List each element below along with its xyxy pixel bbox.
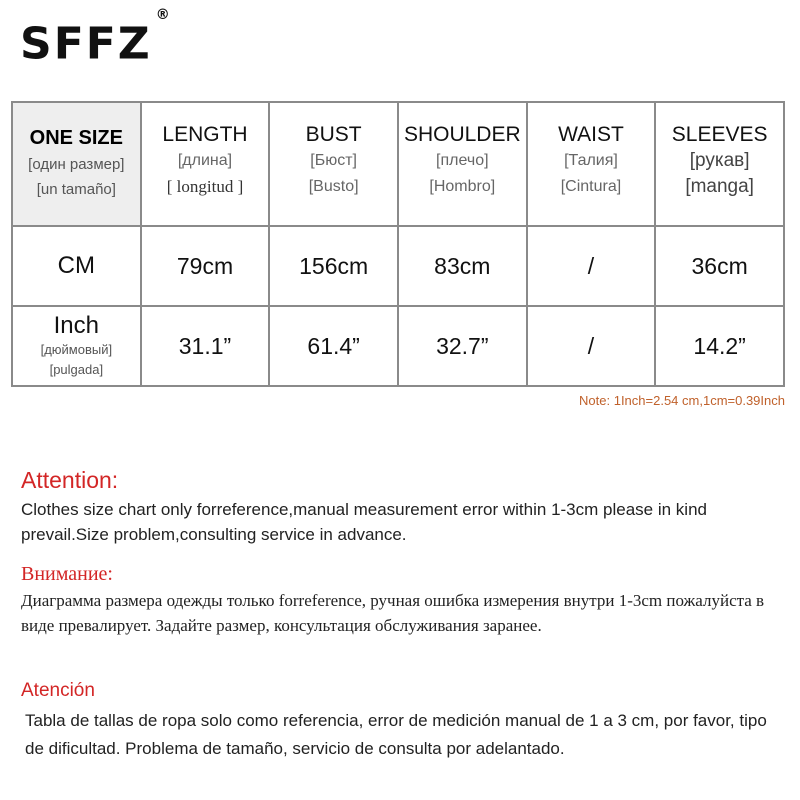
attention-title-en: Attention: xyxy=(21,467,119,493)
waist-ru: [Талия] xyxy=(564,152,618,169)
length-es: [ longitud ] xyxy=(166,177,244,196)
sleeves-ru: [рукав] xyxy=(689,150,750,171)
unit-cell-inch xyxy=(12,306,141,386)
inch-sleeves-value: 14.2” xyxy=(655,306,784,386)
size-chart-table xyxy=(11,101,785,387)
unit-inch-es: [pulgada] xyxy=(49,362,104,377)
header-length xyxy=(141,102,270,226)
conversion-note: Note: 1Inch=2.54 cm,1cm=0.39Inch xyxy=(579,393,785,408)
brand-name: SFFZ xyxy=(20,18,152,70)
unit-cell-cm xyxy=(12,226,141,306)
shoulder-en: SHOULDER xyxy=(403,123,521,146)
inch-shoulder-value: 32.7” xyxy=(398,306,527,386)
shoulder-ru: [плечо] xyxy=(436,152,489,169)
one-size-ru: [один размер] xyxy=(28,155,125,173)
brand-logo xyxy=(20,7,172,70)
bust-es: [Busto] xyxy=(308,178,359,195)
one-size-es: [un tamaño] xyxy=(36,180,116,198)
header-sleeves xyxy=(655,102,784,226)
length-ru: [длина] xyxy=(177,152,233,169)
registered-mark: ® xyxy=(155,7,172,23)
attention-title-es: Atención xyxy=(21,680,95,701)
inch-waist-value: / xyxy=(527,306,656,386)
attention-title-ru: Внимание: xyxy=(21,563,113,585)
bust-en: BUST xyxy=(305,123,362,146)
table-row-cm xyxy=(12,226,784,306)
cm-sleeves-value: 36cm xyxy=(655,226,784,306)
inch-bust-value: 61.4” xyxy=(269,306,398,386)
waist-en: WAIST xyxy=(558,123,624,146)
unit-inch-ru: [дюймовый] xyxy=(40,342,113,357)
one-size-label: ONE SIZE xyxy=(29,126,123,149)
unit-cm-label: CM xyxy=(57,252,95,279)
length-en: LENGTH xyxy=(162,123,248,146)
cm-bust-value: 156cm xyxy=(269,226,398,306)
header-waist xyxy=(527,102,656,226)
sleeves-en: SLEEVES xyxy=(671,123,768,146)
header-bust xyxy=(269,102,398,226)
bust-ru: [Бюст] xyxy=(310,152,357,169)
attention-body-ru: Диаграмма размера одежды только forreference, ручная ошибка измерения внутри 1-3cm пожалуйста в виде превалирует. Задайте размер, консультация обслуживания заранее. xyxy=(21,591,765,635)
shoulder-es: [Hombro] xyxy=(429,178,496,195)
attention-body-en: Clothes size chart only forreference,manual measurement error within 1-3cm please in kind prevail.Size problem,consulting service in advance. xyxy=(21,500,707,544)
sleeves-es: [manga] xyxy=(685,176,754,197)
inch-length-value: 31.1” xyxy=(141,306,270,386)
table-row-inch xyxy=(12,306,784,386)
header-shoulder xyxy=(398,102,527,226)
cm-length-value: 79cm xyxy=(141,226,270,306)
header-size-cell xyxy=(12,102,141,226)
cm-waist-value: / xyxy=(527,226,656,306)
waist-es: [Cintura] xyxy=(560,178,622,195)
table-header-row xyxy=(12,102,784,226)
cm-shoulder-value: 83cm xyxy=(398,226,527,306)
unit-inch-label: Inch xyxy=(53,312,100,339)
attention-body-es: Tabla de tallas de ropa solo como referencia, error de medición manual de 1 a 3 cm, por favor, tipo de dificultad. Problema de tamaño, servicio de consulta por adelantado. xyxy=(25,711,767,758)
